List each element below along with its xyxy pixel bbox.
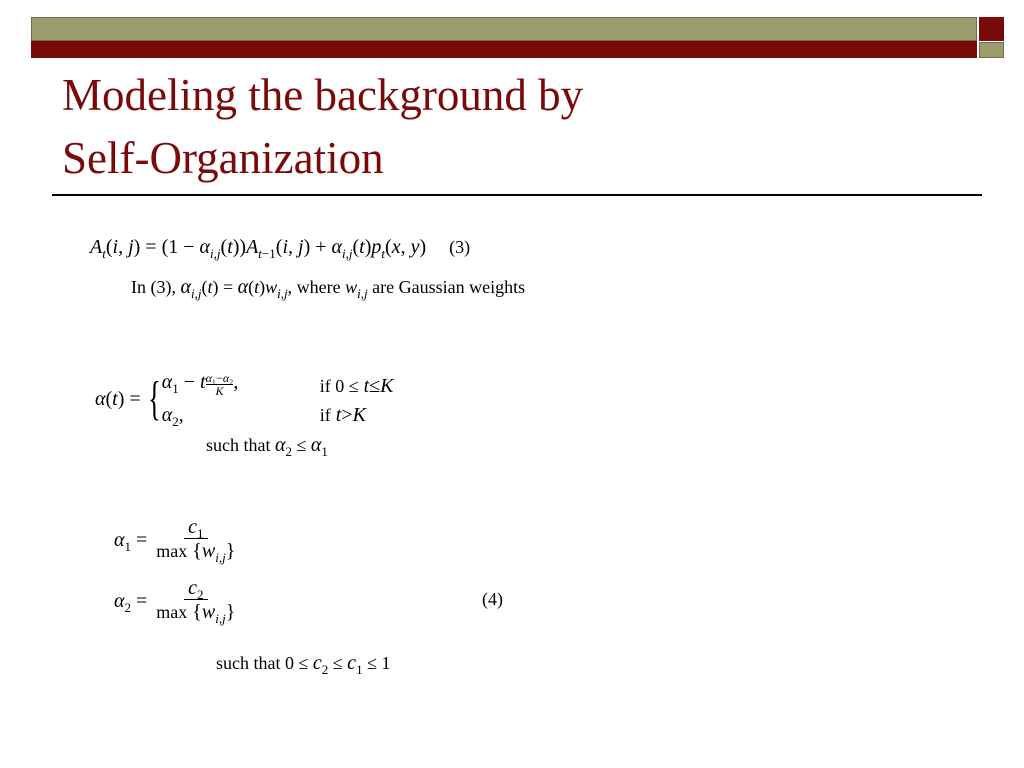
alpha-piecewise: α(t) = { $\alpha_1 - t$ $\frac{\text{α₁−α₂}}{K}$ , if 0 ≤ t ≤ K $\alpha_2$, if t > K — [95, 371, 394, 429]
alpha-constraint: such that $\alpha_2 \le \alpha_1$ — [206, 434, 328, 459]
c-constraint: such that $0 \le c_2 \le c_1 \le 1$ — [216, 652, 391, 677]
max-label-1: max — [156, 541, 188, 561]
header-maroon-square — [979, 17, 1004, 41]
equation-3-note-suffix: , where — [287, 277, 341, 297]
equation-3-number: (3) — [449, 237, 471, 257]
alpha-condition-2: if — [319, 405, 331, 426]
equation-3-note-tail: are Gaussian weights — [372, 277, 526, 297]
header-olive-bar — [31, 17, 977, 41]
max-label-2: max — [156, 602, 188, 622]
c-constraint-label: such that — [216, 653, 281, 673]
equation-4-number: (4) — [482, 589, 503, 609]
header-olive-square — [979, 42, 1004, 58]
equation-3-note-prefix: In (3), — [131, 277, 181, 297]
header-maroon-bar — [31, 41, 977, 58]
slide-title-line-1: Modeling the background by — [62, 70, 584, 120]
equation-3-note: In (3), $\alpha_{i,j}(t) = \alpha(t)w_{i,j}$, where $w_{i,j}$ are Gaussian weights — [131, 276, 526, 301]
equation-4-alpha2: $\alpha_2$ = $\frac{c_2}{\max \{w_{i,j}\}}$ — [114, 577, 236, 626]
equation-3: $A_t(i$, $j) = (1 - \alpha_{i,j}(t))A_{t-1}(i$, $j) + \alpha_{i,j}(t)p_t(x$, y) (3) — [90, 236, 471, 261]
alpha-constraint-label: such that — [206, 435, 271, 455]
slide-title-line-2: Self-Organization — [62, 133, 384, 183]
title-divider — [52, 194, 982, 196]
alpha-condition-1: if 0 ≤ — [319, 376, 359, 397]
equation-4-alpha1: $\alpha_1$ = $\frac{c_1}{\max \{w_{i,j}\}}$ — [114, 516, 236, 565]
